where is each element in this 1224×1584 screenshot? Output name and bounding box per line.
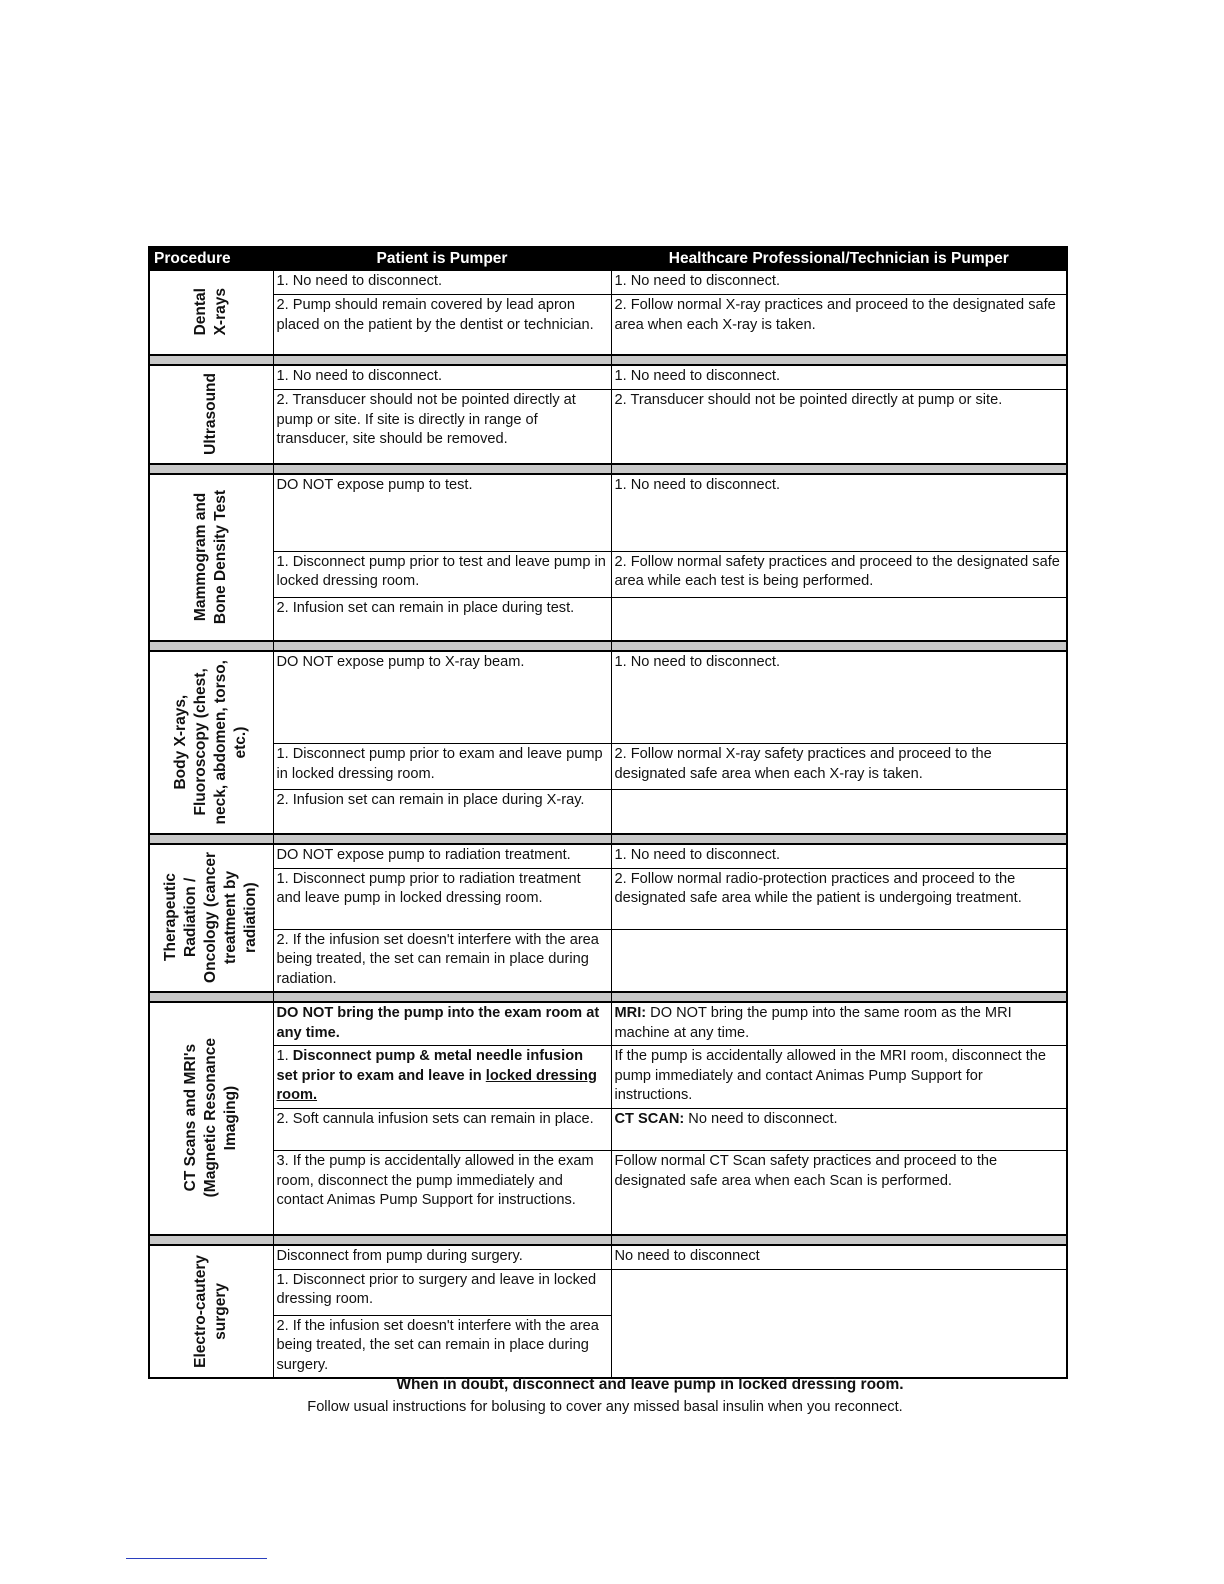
patient-cell: Disconnect from pump during surgery. bbox=[273, 1245, 611, 1269]
table-row bbox=[149, 1108, 1067, 1150]
hcp-cell: 2. Follow normal X-ray practices and proceed to the designated safe area when each X-ray is taken. bbox=[611, 295, 1067, 355]
patient-cell: DO NOT expose pump to radiation treatment. bbox=[273, 844, 611, 868]
table-row bbox=[149, 1269, 1067, 1315]
patient-cell: DO NOT expose pump to X-ray beam. bbox=[273, 651, 611, 744]
patient-cell: 2. Soft cannula infusion sets can remain in place. bbox=[273, 1108, 611, 1150]
section-separator bbox=[149, 641, 1067, 651]
procedure-label-radiation: Therapeutic Radiation / Oncology (cancer treatment by radiation) bbox=[149, 844, 273, 992]
hcp-cell: 2. Follow normal radio-protection practices and proceed to the designated safe area while the patient is undergoing treatment. bbox=[611, 868, 1067, 929]
hcp-cell: 1. No need to disconnect. bbox=[611, 365, 1067, 390]
patient-cell: DO NOT expose pump to test. bbox=[273, 474, 611, 551]
hcp-cell: No need to disconnect bbox=[611, 1245, 1067, 1269]
hcp-cell: 2. Follow normal safety practices and proceed to the designated safe area while each test is being performed. bbox=[611, 551, 1067, 597]
section-separator bbox=[149, 464, 1067, 474]
table-row bbox=[149, 474, 1067, 551]
hcp-cell: 2. Transducer should not be pointed directly at pump or site. bbox=[611, 390, 1067, 464]
patient-cell: 2. Transducer should not be pointed directly at pump or site. If site is directly in range of transducer, site should be removed. bbox=[273, 390, 611, 464]
table-row bbox=[149, 844, 1067, 868]
section-separator bbox=[149, 992, 1067, 1002]
ct-text: No need to disconnect. bbox=[684, 1110, 838, 1127]
patient-cell: 2. If the infusion set doesn't interfere with the area being treated, the set can remain in place during surgery. bbox=[273, 1315, 611, 1378]
procedure-label-mammogram: Mammogram and Bone Density Test bbox=[149, 474, 273, 641]
table-row bbox=[149, 551, 1067, 597]
hcp-cell: 2. Follow normal X-ray safety practices and proceed to the designated safe area when each X-ray is taken. bbox=[611, 744, 1067, 790]
procedure-label-ct-mri: CT Scans and MRI's (Magnetic Resonance Imaging) bbox=[149, 1002, 273, 1235]
table-row bbox=[149, 271, 1067, 295]
mri-text: DO NOT bring the pump into the same room as the MRI machine at any time. bbox=[614, 1005, 1012, 1041]
table-row bbox=[149, 390, 1067, 464]
header-row bbox=[149, 247, 1067, 271]
mri-prefix: MRI: bbox=[614, 1005, 647, 1021]
table-row bbox=[149, 365, 1067, 390]
hcp-cell: 1. No need to disconnect. bbox=[611, 271, 1067, 295]
hcp-cell: 1. No need to disconnect. bbox=[611, 651, 1067, 744]
patient-cell: 1. Disconnect prior to surgery and leave in locked dressing room. bbox=[273, 1269, 611, 1315]
hcp-cell: If the pump is accidentally allowed in the MRI room, disconnect the pump immediately and contact Animas Pump Support for instructions. bbox=[611, 1046, 1067, 1109]
section-separator bbox=[149, 355, 1067, 365]
procedure-label-ultrasound: Ultrasound bbox=[149, 365, 273, 464]
patient-cell: 2. If the infusion set doesn't interfere with the area being treated, the set can remain in place during radiation. bbox=[273, 929, 611, 992]
table-row bbox=[149, 868, 1067, 929]
procedure-table bbox=[148, 246, 1068, 1379]
patient-cell: 1. Disconnect pump prior to test and leave pump in locked dressing room. bbox=[273, 551, 611, 597]
patient-cell: 1. Disconnect pump prior to exam and leave pump in locked dressing room. bbox=[273, 744, 611, 790]
patient-cell: 1. No need to disconnect. bbox=[273, 271, 611, 295]
procedure-label-body-xrays: Body X-rays, Fluoroscopy (chest, neck, abdomen, torso, etc.) bbox=[149, 651, 273, 834]
patient-cell bbox=[273, 1046, 611, 1109]
section-separator bbox=[149, 834, 1067, 844]
patient-cell: DO NOT bring the pump into the exam room at any time. bbox=[273, 1002, 611, 1046]
patient-cell: 2. Pump should remain covered by lead apron placed on the patient by the dentist or technician. bbox=[273, 295, 611, 355]
hcp-cell bbox=[611, 1269, 1067, 1378]
table-row bbox=[149, 1245, 1067, 1269]
table-row bbox=[149, 651, 1067, 744]
section-separator bbox=[149, 1235, 1067, 1245]
header-patient: Patient is Pumper bbox=[273, 247, 611, 271]
patient-cell: 1. Disconnect pump prior to radiation treatment and leave pump in locked dressing room. bbox=[273, 868, 611, 929]
table-row bbox=[149, 790, 1067, 834]
procedure-guide bbox=[148, 246, 1066, 1379]
procedure-label-dental: Dental X-rays bbox=[149, 271, 273, 356]
hcp-cell: Follow normal CT Scan safety practices and proceed to the designated safe area when each Scan is performed. bbox=[611, 1151, 1067, 1235]
hcp-cell bbox=[611, 790, 1067, 834]
locked-room-text: locked dressing room. bbox=[276, 1067, 597, 1104]
hcp-cell bbox=[611, 929, 1067, 992]
ct-prefix: CT SCAN: bbox=[614, 1110, 685, 1127]
patient-cell: 3. If the pump is accidentally allowed in the exam room, disconnect the pump immediately and contact Animas Pump Support for instructions. bbox=[273, 1151, 611, 1235]
table-row bbox=[149, 598, 1067, 641]
hcp-cell: 1. No need to disconnect. bbox=[611, 844, 1067, 868]
footer-bold-note: When in doubt, disconnect and leave pump in locked dressing room. bbox=[396, 1376, 904, 1393]
hcp-cell bbox=[611, 598, 1067, 641]
header-hcp: Healthcare Professional/Technician is Pumper bbox=[611, 247, 1067, 271]
hcp-cell bbox=[611, 1002, 1067, 1046]
procedure-label-electro-cautery: Electro-cautery surgery bbox=[149, 1245, 273, 1378]
patient-cell: 1. No need to disconnect. bbox=[273, 365, 611, 390]
table-row bbox=[149, 744, 1067, 790]
table-row bbox=[149, 1151, 1067, 1235]
table-row bbox=[149, 1002, 1067, 1046]
patient-cell: 2. Infusion set can remain in place during test. bbox=[273, 598, 611, 641]
item-number: 1. bbox=[276, 1048, 293, 1065]
header-procedure: Procedure bbox=[149, 247, 273, 271]
footnote-rule bbox=[126, 1558, 267, 1559]
hcp-cell bbox=[611, 1108, 1067, 1150]
hcp-cell: 1. No need to disconnect. bbox=[611, 474, 1067, 551]
table-row bbox=[149, 929, 1067, 992]
patient-cell: 2. Infusion set can remain in place during X-ray. bbox=[273, 790, 611, 834]
disconnect-text: Disconnect pump & metal needle infusion set prior to exam and leave in bbox=[276, 1048, 584, 1084]
footer-note: Follow usual instructions for bolusing to cover any missed basal insulin when you reconnect. bbox=[307, 1399, 903, 1415]
table-row bbox=[149, 1046, 1067, 1109]
table-row bbox=[149, 295, 1067, 355]
